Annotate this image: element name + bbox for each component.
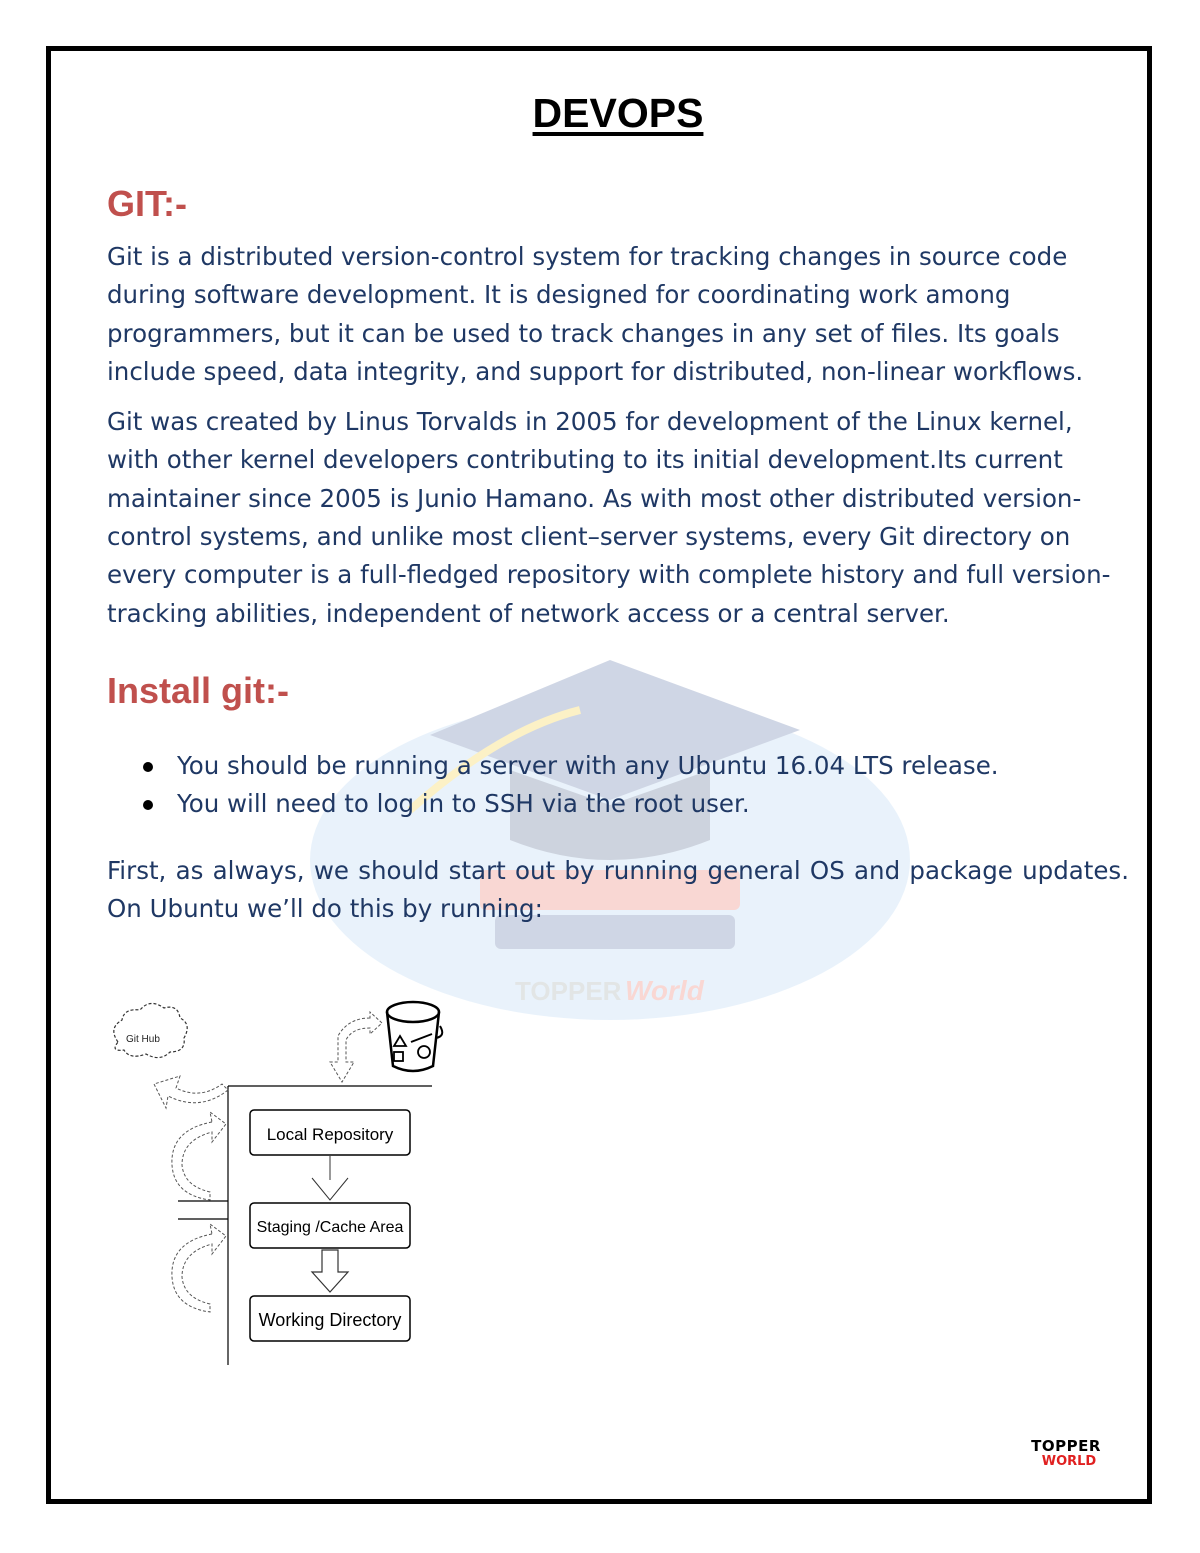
install-paragraph: First, as always, we should start out by running general OS and package updates. On Ubuntu we’ll do this by running: (107, 855, 1129, 923)
list-item (107, 785, 1129, 823)
logo-text-top: TOPPER (1031, 1437, 1101, 1455)
git-paragraph-1: Git is a distributed version-control system for tracking changes in source code during software development. It is designed for coordinating work among programmers, but it can be used to track changes in any set of files. Its goals include speed, data integrity, and support for distributed, non-linear workflows. (107, 242, 1084, 386)
page-title: DEVOPS (532, 90, 704, 136)
requirements-list (107, 747, 1129, 824)
logo-text-bottom: WORLD (1041, 1454, 1097, 1469)
staging-area-label: Staging /Cache Area (256, 1219, 404, 1236)
cloud-label: Git Hub (126, 1034, 160, 1045)
cloud-icon (114, 1003, 187, 1057)
bullet-icon (143, 762, 153, 772)
watermark-text-accent: World (625, 975, 704, 1006)
git-workflow-diagram (100, 990, 460, 1370)
hollow-down-arrow-icon (312, 1250, 348, 1292)
watermark-text: TOPPER (515, 976, 622, 1006)
section-heading-install: Install git:- (107, 669, 289, 711)
git-paragraph-2: Git was created by Linus Torvalds in 2005 for development of the Linux kernel, with other kernel developers contributing to its initial development.Its current maintainer since 2005 is Junio Hamano. As with most other distributed version-control systems, and unlike most client–server systems, every Git directory on every computer is a full-fledged repository with complete history and full version-tracking abilities, independent of network access or a central server. (107, 407, 1111, 628)
list-item (107, 747, 1129, 785)
bucket-icon (387, 1002, 442, 1071)
commit-arrow-icon (172, 1112, 226, 1200)
add-arrow-icon (172, 1224, 226, 1312)
working-directory-label: Working Directory (258, 1310, 402, 1330)
push-arrow-icon (154, 1076, 228, 1108)
document-content (107, 84, 1129, 928)
down-arrow-icon (312, 1156, 348, 1200)
bullet-icon (143, 800, 153, 810)
section-heading-git: GIT:- (107, 183, 187, 224)
list-item-text: You will need to log in to SSH via the root user. (177, 789, 750, 819)
topper-world-logo (1022, 1438, 1110, 1469)
local-repository-label: Local Repository (266, 1125, 394, 1144)
list-item-text: You should be running a server with any Ubuntu 16.04 LTS release. (177, 750, 999, 780)
fetch-arrow-icon (330, 1012, 382, 1082)
